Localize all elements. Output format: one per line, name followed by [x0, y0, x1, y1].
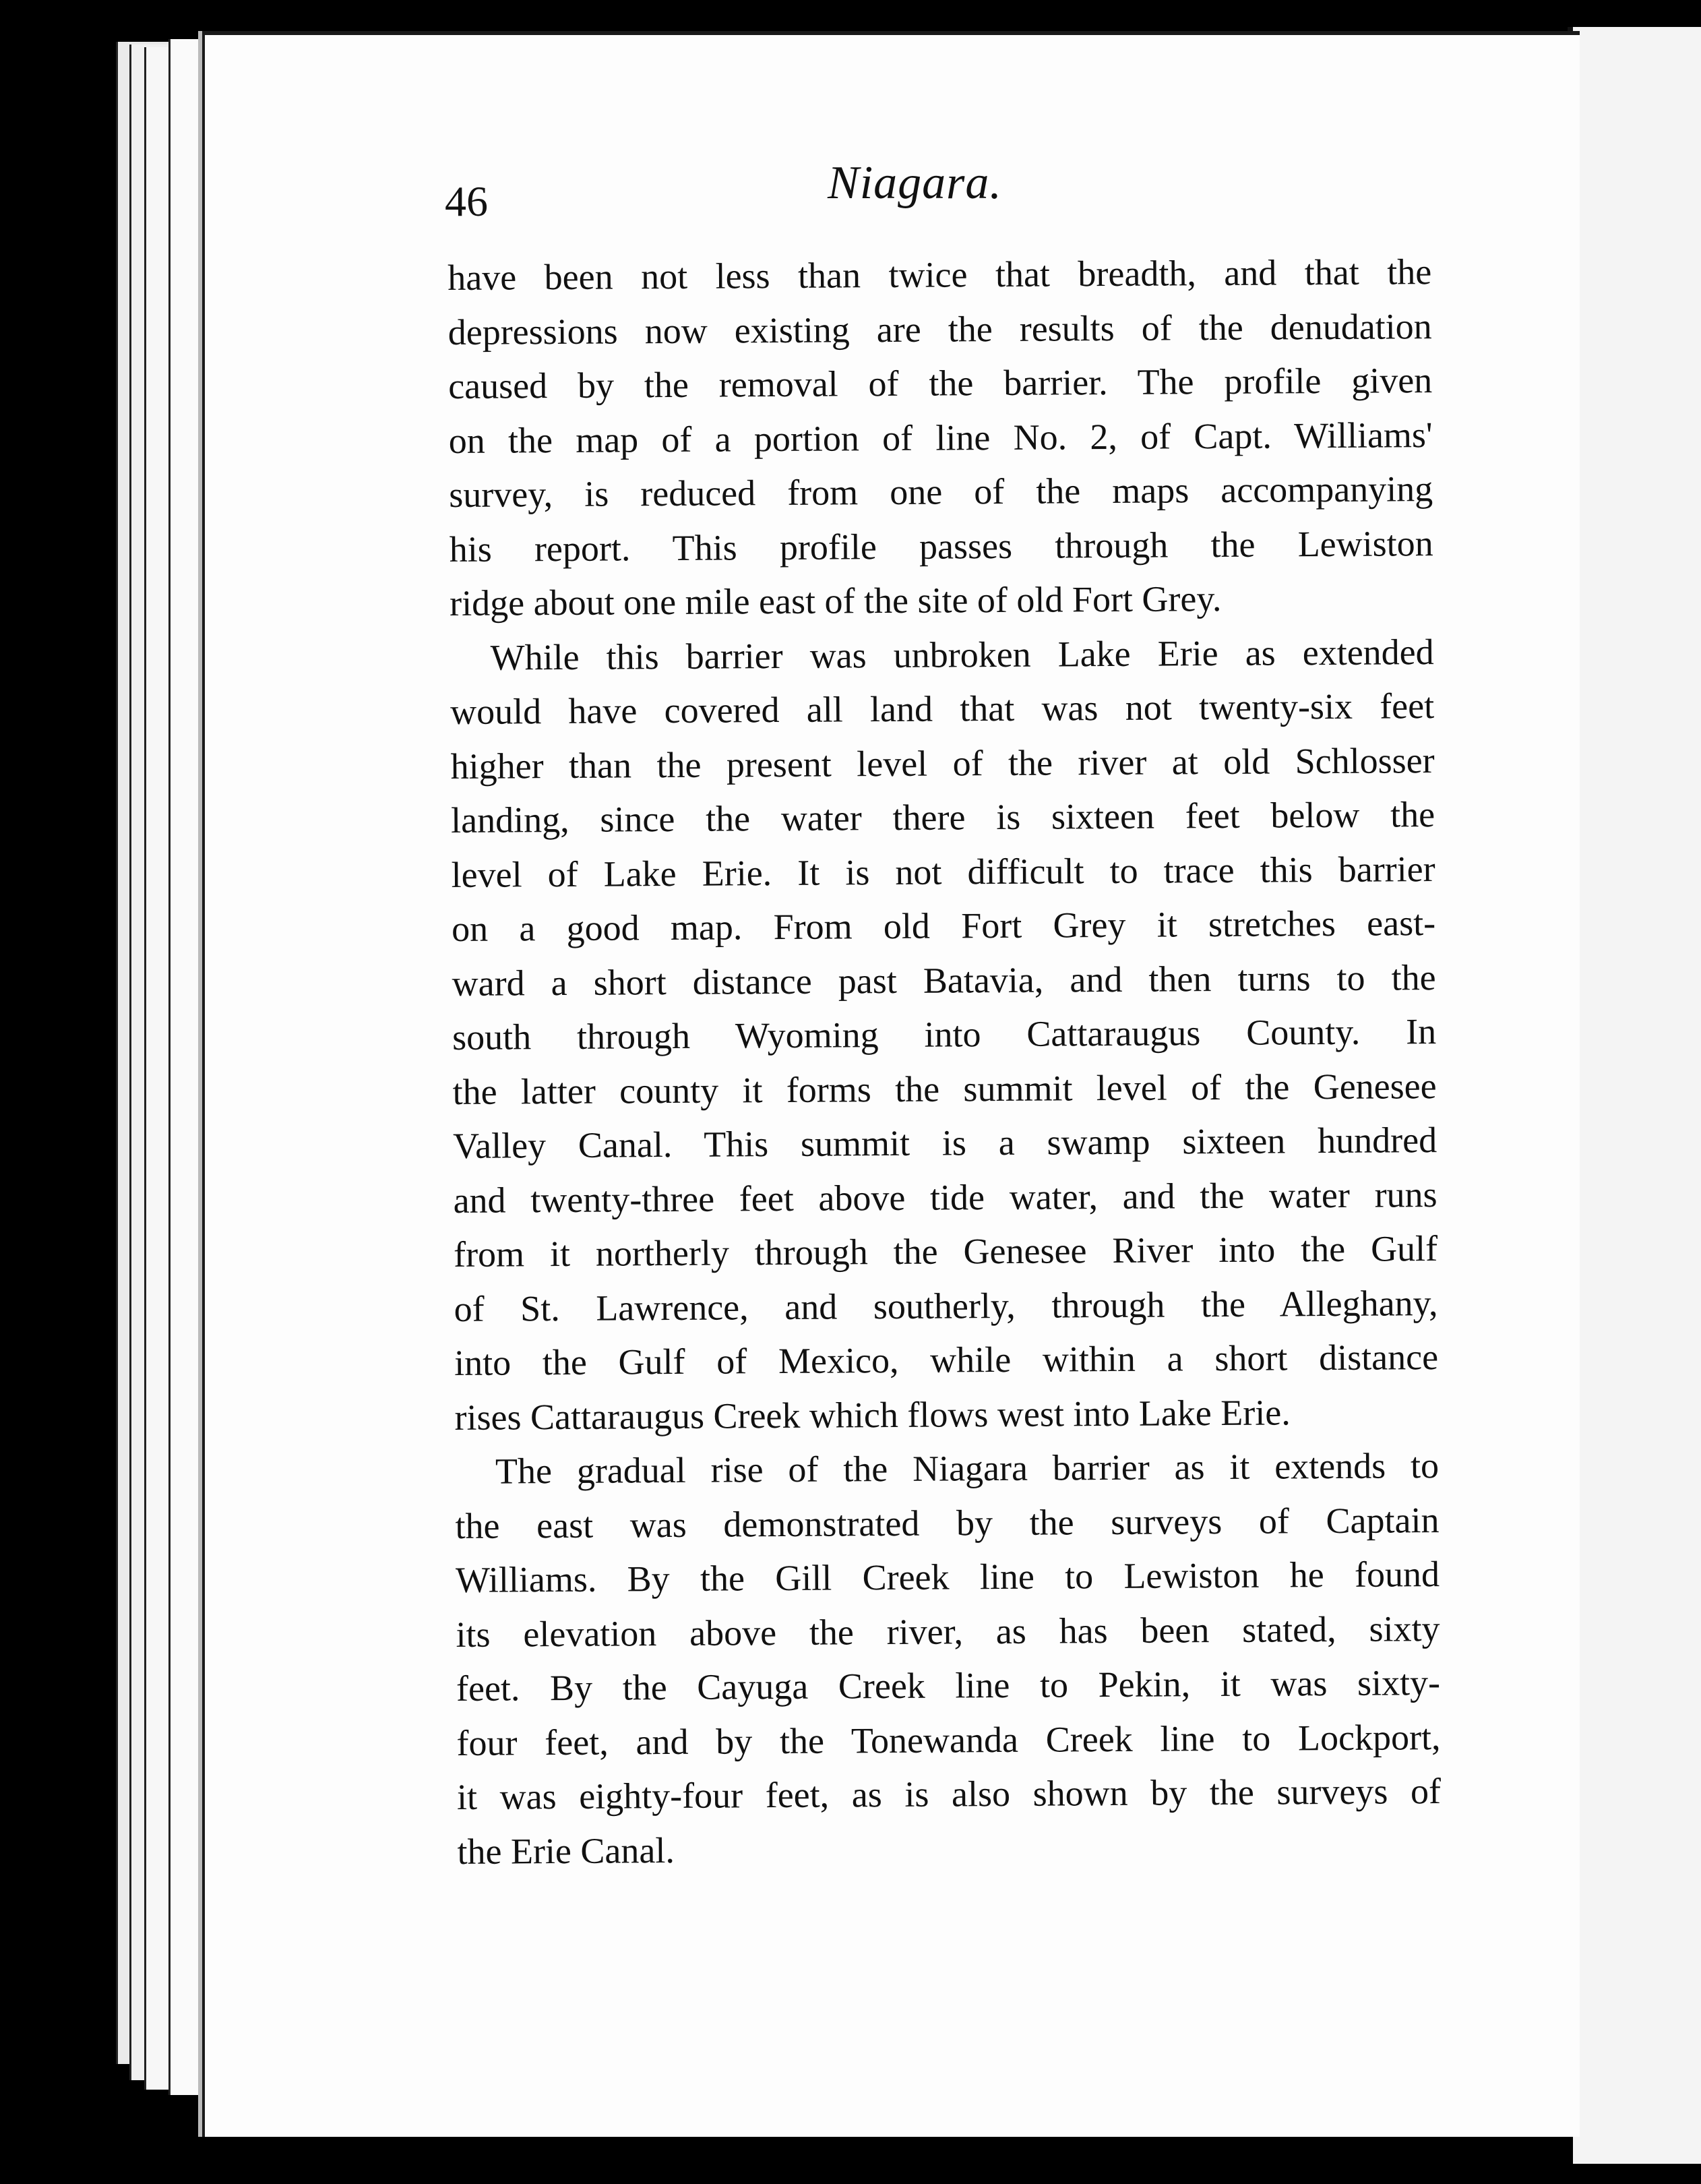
text-line: feet. By the Cayuga Creek line to Pekin, it was sixty- [456, 1662, 1441, 1709]
text-line: survey, is reduced from one of the maps accompanying [449, 468, 1433, 515]
text-line: ridge about one mile east of the site of old Fort Grey. [450, 578, 1222, 624]
text-line: and twenty-three feet above tide water, and the water runs [453, 1174, 1437, 1221]
text-line: it was eighty-four feet, as is also shown by the surveys of [456, 1771, 1442, 1817]
text-line: south through Wyoming into Cattaraugus County. In [452, 1011, 1437, 1058]
text-line: on a good map. From old Fort Grey it stretches east- [451, 903, 1436, 949]
text-line: depressions now existing are the results of the denudation [447, 305, 1432, 353]
text-line: of St. Lawrence, and southerly, through the Alleghany, [454, 1282, 1438, 1329]
body-text [447, 245, 1442, 1879]
text-line: the latter county it forms the summit level of the Genesee [452, 1065, 1437, 1112]
facing-page [1573, 27, 1701, 2164]
text-line: his report. This profile passes through the Lewiston [449, 522, 1433, 570]
text-line: would have covered all land that was not twenty-six feet [450, 686, 1435, 732]
running-title: Niagara. [828, 157, 1002, 209]
text-line: on the map of a portion of line No. 2, of Capt. Williams' [448, 414, 1433, 461]
text-line: the east was demonstrated by the surveys of Captain [455, 1499, 1440, 1546]
text-line: from it northerly through the Genesee River into the Gulf [453, 1228, 1438, 1275]
text-line: the Erie Canal. [457, 1829, 675, 1872]
running-header [445, 156, 1415, 237]
text-line: landing, since the water there is sixteen feet below the [450, 794, 1435, 841]
text-line: While this barrier was unbroken Lake Erie as extended [490, 631, 1434, 678]
text-line: Valley Canal. This summit is a swamp sixteen hundred [452, 1120, 1437, 1166]
text-line: level of Lake Erie. It is not difficult to trace this barrier [451, 848, 1435, 895]
text-line: higher than the present level of the river at old Schlosser [450, 739, 1435, 787]
text-line: have been not less than twice that breadth, and that the [447, 251, 1432, 298]
text-line: its elevation above the river, as has been stated, sixty [456, 1608, 1440, 1655]
text-line: ward a short distance past Batavia, and then turns to the [452, 957, 1436, 1004]
text-line: rises Cattaraugus Creek which flows west into Lake Erie. [454, 1391, 1291, 1438]
page-number: 46 [445, 177, 488, 225]
text-line: Williams. By the Gill Creek line to Lewiston he found [455, 1554, 1440, 1600]
text-line: four feet, and by the Tonewanda Creek line to Lockport, [456, 1716, 1441, 1763]
text-line: The gradual rise of the Niagara barrier as it extends to [495, 1445, 1440, 1492]
text-line: into the Gulf of Mexico, while within a short distance [454, 1337, 1439, 1383]
text-line: caused by the removal of the barrier. The profile given [448, 360, 1433, 406]
